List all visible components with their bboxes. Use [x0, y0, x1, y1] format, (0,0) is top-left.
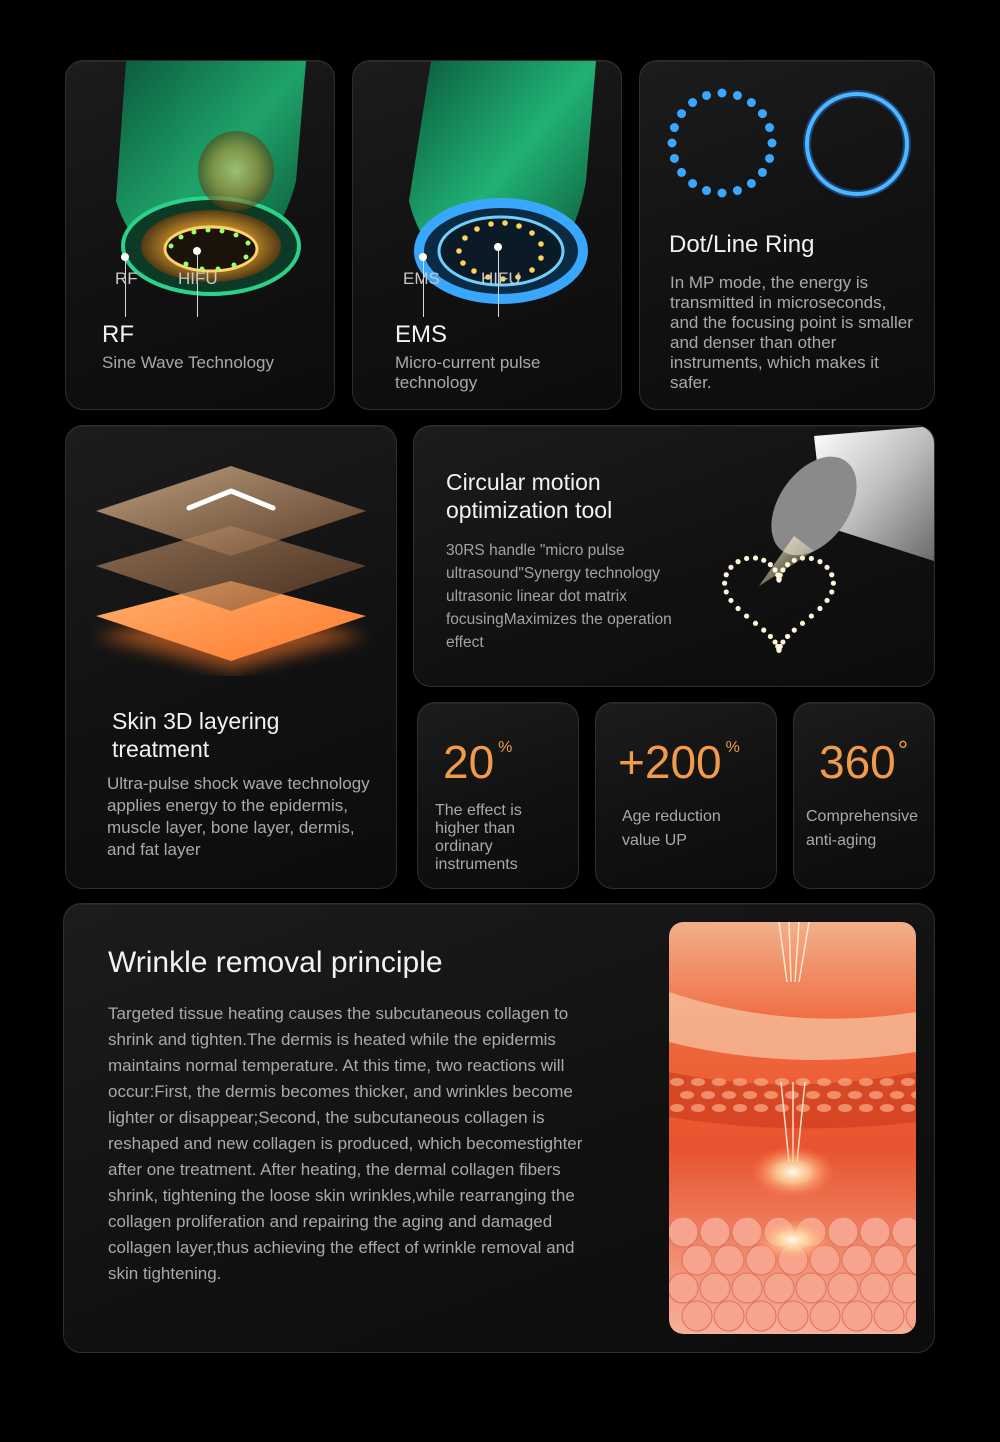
wrinkle-card — [63, 903, 935, 1353]
ring-card — [639, 60, 935, 410]
stat-label: Age reduction value UP — [622, 808, 721, 849]
hifu-label: HIFU — [481, 269, 521, 288]
dot-ring-icon — [662, 83, 782, 203]
stat-unit: % — [498, 739, 513, 756]
card-body: Ultra-pulse shock wave technology applies energy to the epidermis, muscle layer, bone layer, dermis, and fat layer — [107, 774, 370, 859]
card-subtitle: Micro-current pulse technology — [395, 353, 541, 392]
card-title: Wrinkle removal principle — [108, 946, 443, 979]
line-ring-icon — [800, 87, 914, 201]
card-body: 30RS handle "micro pulse ultrasound"Synergy technology ultrasonic linear dot matrix focusingMaximizes the operation effect — [446, 542, 672, 651]
handle-dot-matrix-icon — [704, 426, 934, 686]
rf-label: RF — [115, 269, 138, 288]
rf-device-head-icon — [96, 61, 326, 301]
rf-card — [65, 60, 335, 410]
stat-card — [595, 702, 777, 889]
card-title: RF — [102, 321, 134, 348]
layering-card — [65, 425, 397, 889]
card-subtitle: Sine Wave Technology — [102, 353, 274, 372]
skin-layers-icon — [86, 456, 376, 676]
card-body: In MP mode, the energy is transmitted in microseconds, and the focusing point is smaller and denser than other instruments, which makes it safer. — [670, 273, 913, 392]
skin-tissue-illustration — [669, 922, 916, 1334]
card-title: EMS — [395, 321, 448, 348]
card-title: Skin 3D layering treatment — [112, 708, 280, 762]
ems-label: EMS — [403, 269, 440, 288]
card-title: Dot/Line Ring — [669, 231, 815, 258]
hifu-label: HIFU — [178, 269, 218, 288]
stat-label: The effect is higher than ordinary instruments — [435, 802, 522, 873]
stat-label: Comprehensive anti-aging — [806, 808, 919, 849]
card-body: Targeted tissue heating causes the subcutaneous collagen to shrink and tighten.The dermis is heated while the epidermis maintains normal temperature. At this time, two reactions will occur:First, the dermis becomes thicker, and wrinkles become lighter or disappear;Second, the subcutaneous collagen is reshaped and new collagen is produced, which becomestighter after one treatment. After heating, the dermal collagen fibers shrink, tightening the loose skin wrinkles,while rearranging the collagen proliferation and repairing the aging and damaged collagen layer,thus achieving the effect of wrinkle removal and skin tightening. — [108, 1004, 583, 1283]
ems-card — [352, 60, 622, 410]
stat-value: 360 — [819, 736, 896, 788]
circular-card — [413, 425, 935, 687]
stat-unit: ° — [897, 735, 909, 765]
stat-value: 20 — [443, 736, 495, 788]
stat-unit: % — [725, 739, 740, 756]
card-title: Circular motion optimization tool — [446, 469, 613, 523]
stat-value: +200 — [618, 736, 722, 788]
stat-card — [793, 702, 935, 889]
stat-card — [417, 702, 579, 889]
